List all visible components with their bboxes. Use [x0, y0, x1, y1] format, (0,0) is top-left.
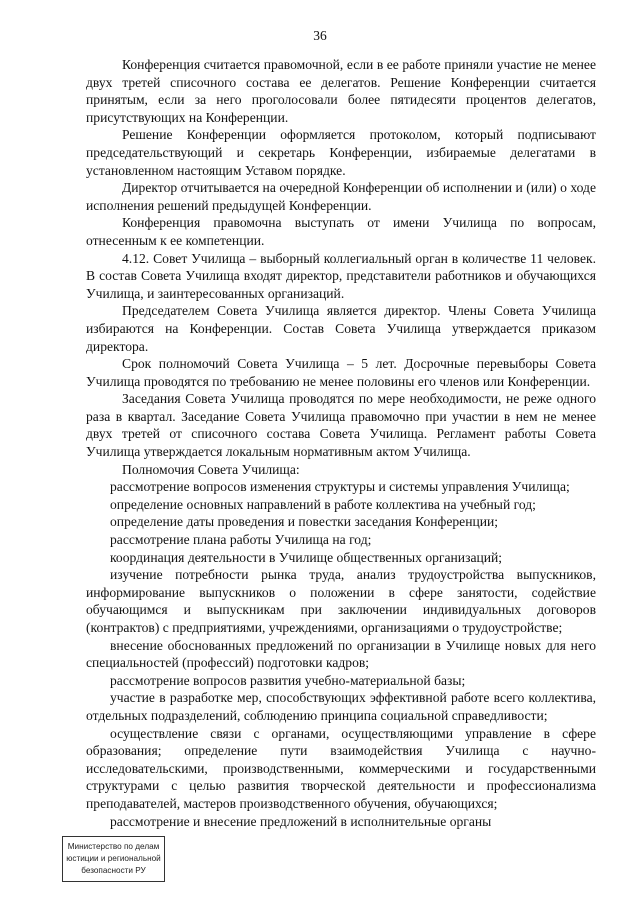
list-item: определение основных направлений в работе коллектива на учебный год; [110, 496, 536, 512]
list-item: рассмотрение вопросов развития учебно-материальной базы; [110, 672, 466, 688]
paragraph: Решение Конференции оформляется протоколом, который подписывают председательствующий и секретарь Конференции, избираемые делегатами в установленном настоящим Уставом порядке. [86, 127, 596, 178]
paragraph: Конференция считается правомочной, если в ее работе приняли участие не менее двух третей списочного состава ее делегатов. Решение Конференции считается принятым, если за него проголосовали более пятидесяти процентов делегатов, присутствующих на Конференции. [86, 57, 596, 125]
list-item: определение даты проведения и повестки заседания Конференции; [110, 514, 499, 530]
stamp-line: безопасности РУ [81, 866, 146, 875]
list-item: осуществление связи с органами, осуществляющими управление в сфере образования; определение пути взаимодействия Училища с научно-исследовательскими, производственными, коммерческими и государственными структурами с целью развития творческой деятельности и профессионализма преподавателей, мастеров производственного обучения, обучающихся; [86, 725, 596, 811]
page-number: 36 [313, 28, 327, 43]
list-item: рассмотрение плана работы Училища на год; [110, 532, 372, 548]
list-item: внесение обоснованных предложений по организации в Училище новых для него специальностей (профессий) подготовки кадров; [86, 637, 596, 671]
paragraph: Заседания Совета Училища проводятся по мере необходимости, не реже одного раза в квартал. Заседание Совета Училища правомочно при участии в нем не менее двух третей от списочного состава Совета Училища. Регламент работы Совета Училища утверждается локальным нормативным актом Училища. [86, 391, 596, 460]
list-item: изучение потребности рынка труда, анализ трудоустройства выпускников, информирование выпускников о положении в сфере занятости, содействие обучающимся и выпускникам при заключении индивидуальных договоров (контрактов) с предприятиями, учреждениями, организациями о трудоустройстве; [86, 567, 596, 635]
stamp-line: Министерство по делам [67, 842, 160, 851]
paragraph: Полномочия Совета Училища: [122, 461, 300, 477]
paragraph: Конференция правомочна выступать от имени Училища по вопросам, отнесенным к ее компетенции. [86, 215, 596, 248]
paragraph: Директор отчитывается на очередной Конференции об исполнении и (или) о ходе исполнения решений предыдущей Конференции. [86, 180, 596, 213]
paragraph: Срок полномочий Совета Училища – 5 лет. Досрочные перевыборы Совета Училища проводятся по требованию не менее половины его членов или Конференции. [86, 356, 596, 389]
list-item: рассмотрение вопросов изменения структуры и системы управления Училища; [110, 479, 570, 495]
list-item: рассмотрение и внесение предложений в исполнительные органы [110, 813, 492, 829]
list-item: участие в разработке мер, способствующих эффективной работе всего коллектива, отдельных подразделений, соблюдению принципа социальной справедливости; [86, 690, 596, 723]
stamp-line: юстиции и региональной [66, 854, 161, 863]
paragraph: Председателем Совета Училища является директор. Члены Совета Училища избираются на Конференции. Состав Совета Училища утверждается приказом директора. [86, 303, 596, 354]
list-item: координация деятельности в Училище общественных организаций; [110, 549, 503, 565]
paragraph: 4.12. Совет Училища – выборный коллегиальный орган в количестве 11 человек. В состав Совета Училища входят директор, представители работников и обучающихся Училища, и заинтересованных организаций. [86, 250, 596, 301]
ministry-stamp [62, 836, 165, 882]
document-body [86, 56, 596, 830]
